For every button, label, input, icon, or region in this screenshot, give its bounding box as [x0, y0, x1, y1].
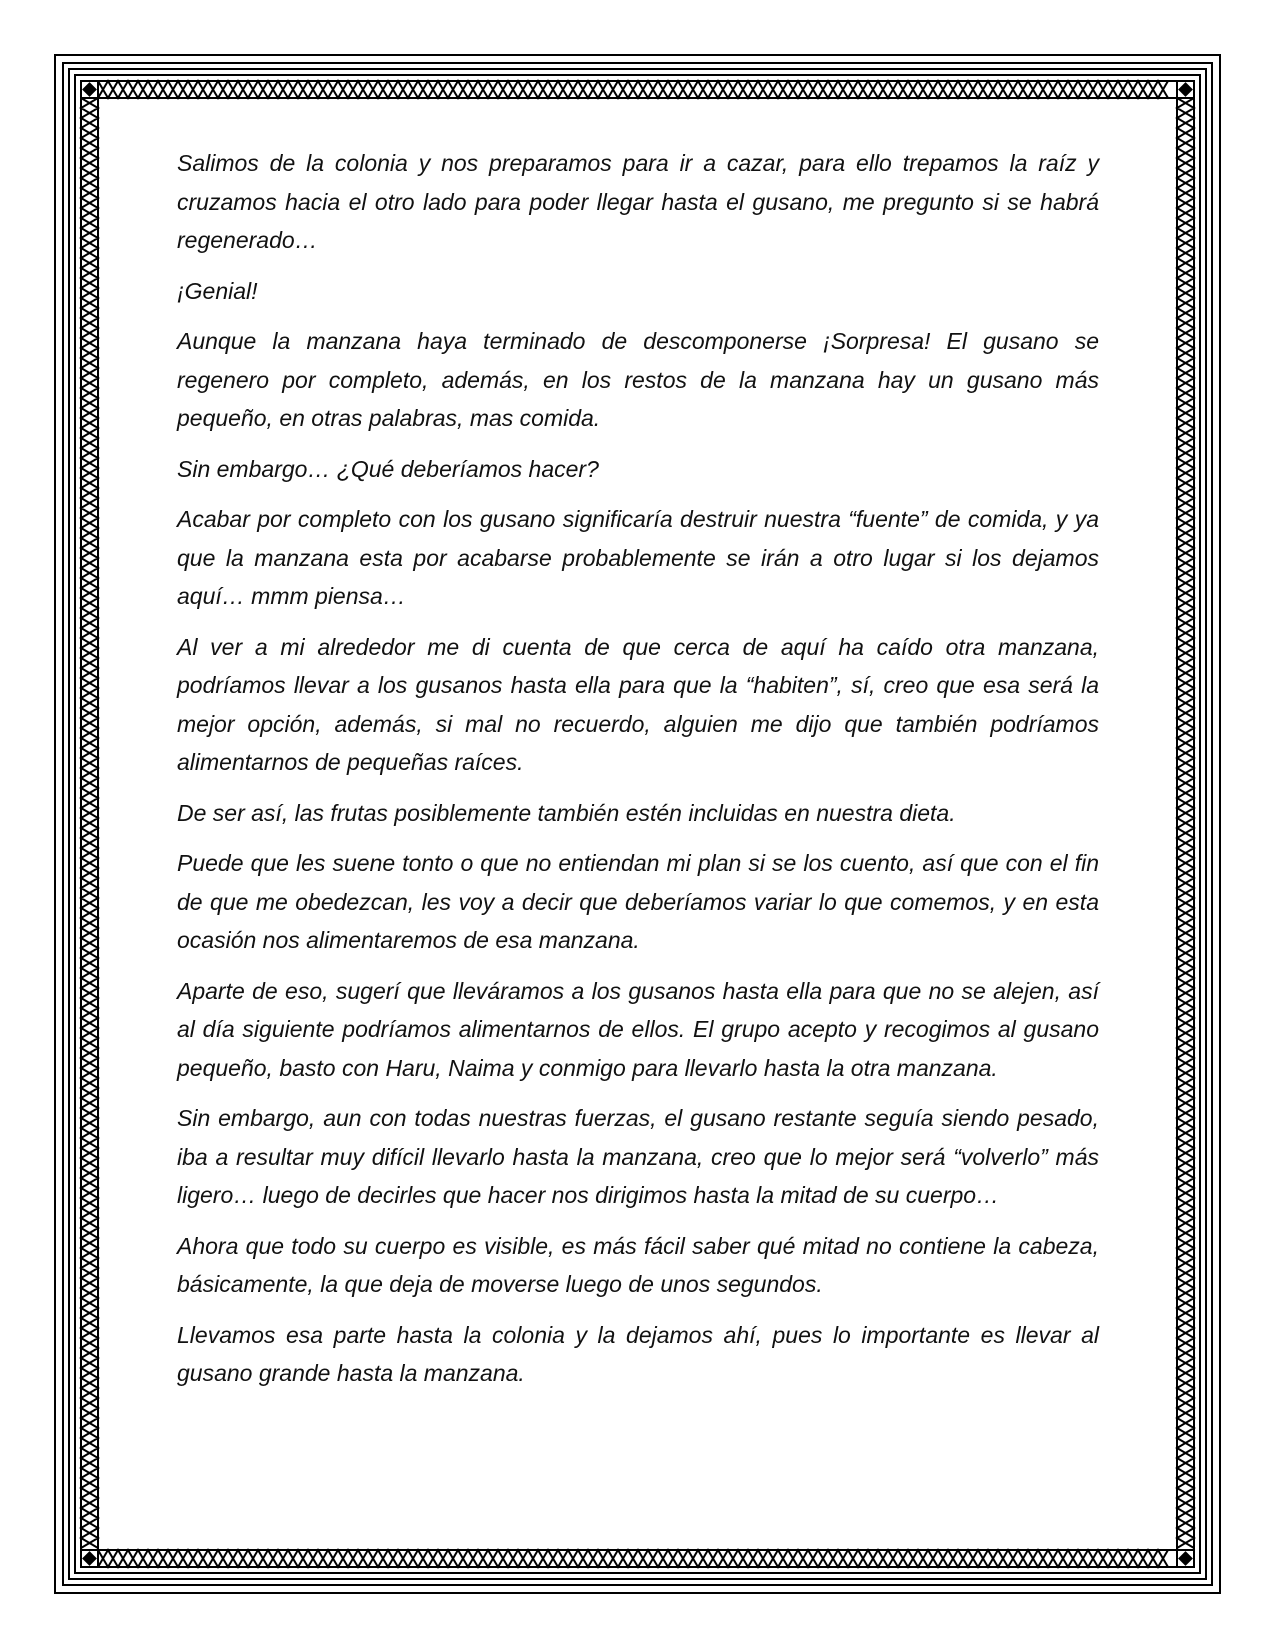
document-body [177, 144, 1099, 1405]
paragraph: Aunque la manzana haya terminado de descomponerse ¡Sorpresa! El gusano se regenero por completo, además, en los restos de la manzana hay un gusano más pequeño, en otras palabras, mas comida. [177, 328, 1099, 431]
paragraph: Puede que les suene tonto o que no entiendan mi plan si se los cuento, así que con el fin de que me obedezcan, les voy a decir que deberíamos variar lo que comemos, y en esta ocasión nos alimentaremos de esa manzana. [177, 850, 1099, 953]
paragraph: Acabar por completo con los gusano significaría destruir nuestra “fuente” de comida, y ya que la manzana esta por acabarse probablemente se irán a otro lugar si los dejamos aquí… mmm piensa… [177, 506, 1099, 609]
paragraph: ¡Genial! [177, 277, 258, 304]
paragraph: Llevamos esa parte hasta la colonia y la dejamos ahí, pues lo importante es llevar al gusano grande hasta la manzana. [177, 1321, 1099, 1386]
paragraph: Sin embargo… ¿Qué deberíamos hacer? [177, 455, 599, 482]
paragraph: De ser así, las frutas posiblemente también estén incluidas en nuestra dieta. [177, 799, 956, 826]
paragraph: Sin embargo, aun con todas nuestras fuerzas, el gusano restante seguía siendo pesado, iba a resultar muy difícil llevarlo hasta la manzana, creo que lo mejor será “volverlo” más ligero… luego de decirles que hacer nos dirigimos hasta la mitad de su cuerpo… [177, 1105, 1099, 1208]
paragraph: Al ver a mi alrededor me di cuenta de que cerca de aquí ha caído otra manzana, podríamos llevar a los gusanos hasta ella para que la “habiten”, sí, creo que esa será la mejor opción, además, si mal no recuerdo, alguien me dijo que también podríamos alimentarnos de pequeñas raíces. [177, 633, 1099, 775]
paragraph: Aparte de eso, sugerí que lleváramos a los gusanos hasta ella para que no se alejen, así al día siguiente podríamos alimentarnos de ellos. El grupo acepto y recogimos al gusano pequeño, basto con Haru, Naima y conmigo para llevarlo hasta la otra manzana. [177, 977, 1099, 1081]
paragraph: Salimos de la colonia y nos preparamos para ir a cazar, para ello trepamos la raíz y cruzamos hacia el otro lado para poder llegar hasta el gusano, me pregunto si se habrá regenerado… [177, 150, 1099, 253]
paragraph: Ahora que todo su cuerpo es visible, es más fácil saber qué mitad no contiene la cabeza, básicamente, la que deja de moverse luego de unos segundos. [177, 1232, 1099, 1297]
